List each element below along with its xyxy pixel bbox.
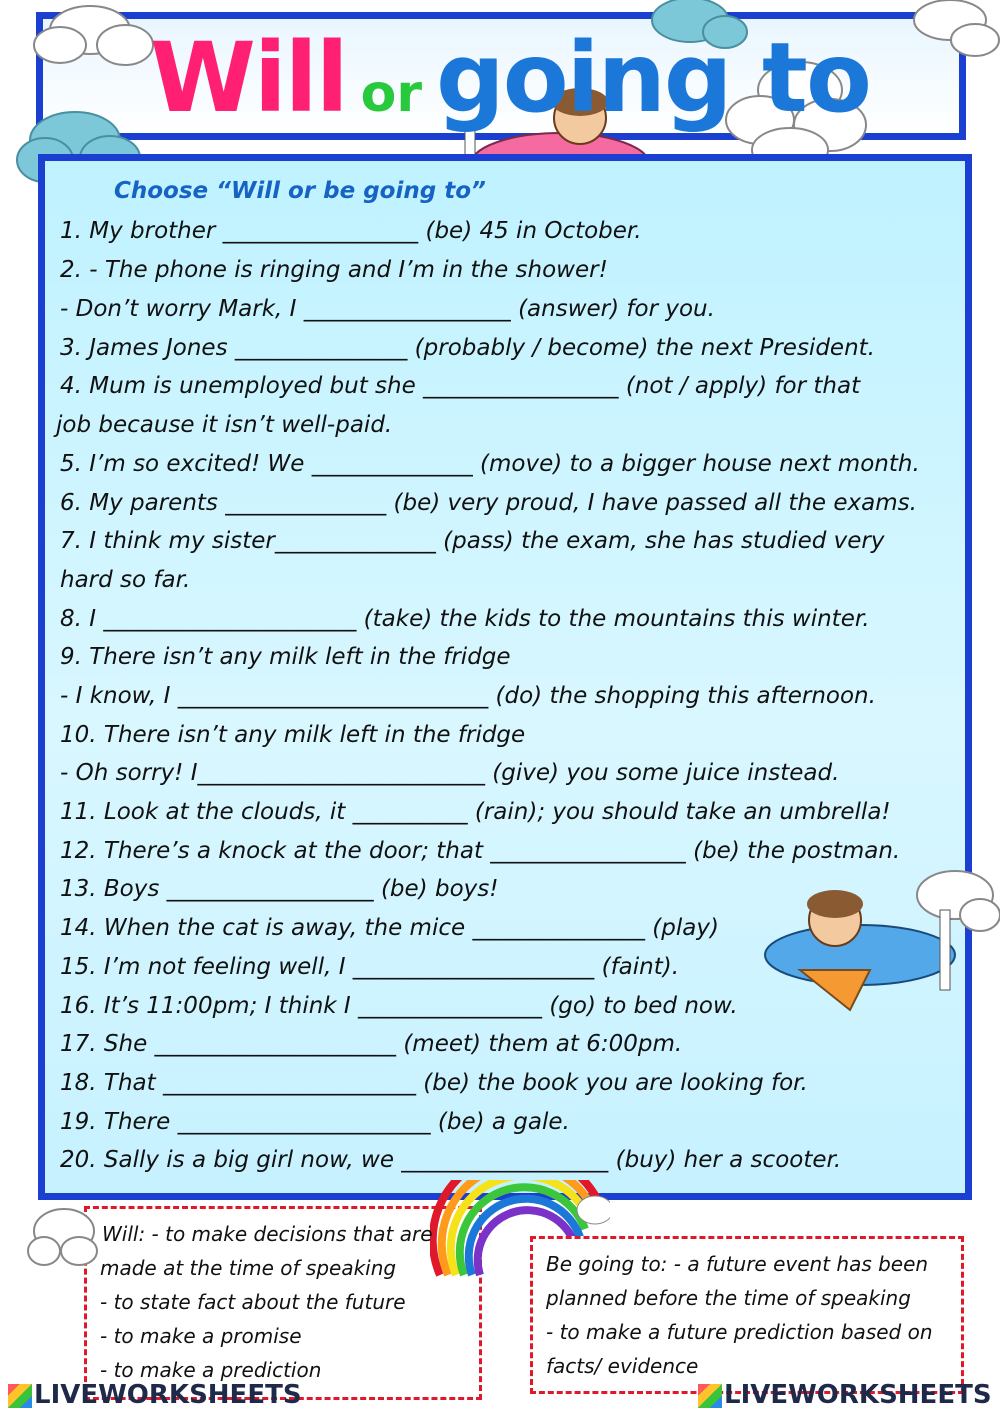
exercise-line: 13. Boys __________________ (be) boys! (60, 876, 499, 902)
going-to-note-line: Be going to: - a future event has been (546, 1252, 929, 1276)
logo-liveworksheets-left: LIVEWORKSHEETS (34, 1380, 302, 1410)
exercise-line: 12. There’s a knock at the door; that _________________ (be) the postman. (60, 838, 901, 864)
exercise-line: 17. She _____________________ (meet) them at 6:00pm. (60, 1031, 683, 1057)
exercise-line: 9. There isn’t any milk left in the fridge (60, 644, 511, 670)
will-note-line: - to make a promise (100, 1324, 302, 1348)
logo-icon (8, 1384, 32, 1408)
exercise-line: 2. - The phone is ringing and I’m in the shower! (60, 257, 608, 283)
exercise-line: 7. I think my sister______________ (pass) the exam, she has studied very (60, 528, 885, 554)
title-or: or (360, 64, 422, 124)
exercise-line: - I know, I ___________________________ (do) the shopping this afternoon. (60, 683, 876, 709)
going-to-note-line: planned before the time of speaking (546, 1286, 911, 1310)
exercise-line: 3. James Jones _______________ (probably / become) the next President. (60, 335, 875, 361)
exercise-line: 16. It’s 11:00pm; I think I ________________ (go) to bed now. (60, 993, 738, 1019)
exercise-line: 15. I’m not feeling well, I _____________________ (faint). (60, 954, 680, 980)
exercise-line: 4. Mum is unemployed but she _________________ (not / apply) for that (60, 373, 861, 399)
exercise-line: 8. I ______________________ (take) the kids to the mountains this winter. (60, 606, 870, 632)
will-note-line: - to make a prediction (100, 1358, 322, 1382)
logo-icon (698, 1384, 722, 1408)
will-note-line: - to state fact about the future (100, 1290, 406, 1314)
exercise-line: 10. There isn’t any milk left in the fridge (60, 722, 526, 748)
cloud-icon (914, 0, 999, 56)
going-to-note-line: facts/ evidence (546, 1354, 699, 1378)
airplane-icon (740, 860, 1000, 1020)
title-going-to: going to (435, 22, 870, 134)
exercise-line: 1. My brother _________________ (be) 45 in October. (60, 218, 642, 244)
title-will: Will (150, 22, 347, 134)
exercise-line: hard so far. (60, 567, 191, 593)
page-title (150, 22, 910, 132)
exercise-line: 18. That ______________________ (be) the book you are looking for. (60, 1070, 808, 1096)
going-to-note-line: - to make a future prediction based on (546, 1320, 933, 1344)
will-note-line: made at the time of speaking (100, 1256, 397, 1280)
exercise-line: 19. There ______________________ (be) a gale. (60, 1109, 570, 1135)
cloud-icon (24, 1196, 104, 1276)
exercise-line: - Oh sorry! I_________________________ (give) you some juice instead. (60, 760, 840, 786)
exercise-line: 20. Sally is a big girl now, we __________________ (buy) her a scooter. (60, 1147, 842, 1173)
exercise-line: job because it isn’t well-paid. (56, 412, 393, 438)
cloud-icon (34, 6, 153, 65)
will-note-line: Will: - to make decisions that are (102, 1222, 433, 1246)
exercise-line: 11. Look at the clouds, it __________ (rain); you should take an umbrella! (60, 799, 891, 825)
exercise-line: 6. My parents ______________ (be) very proud, I have passed all the exams. (60, 490, 917, 516)
exercise-line: - Don’t worry Mark, I __________________ (answer) for you. (60, 296, 715, 322)
exercise-line: 14. When the cat is away, the mice _______________ (play) (60, 915, 719, 941)
exercise-line: 5. I’m so excited! We ______________ (move) to a bigger house next month. (60, 451, 920, 477)
instruction: Choose “Will or be going to” (114, 178, 486, 204)
logo-liveworksheets-right: LIVEWORKSHEETS (724, 1380, 992, 1410)
